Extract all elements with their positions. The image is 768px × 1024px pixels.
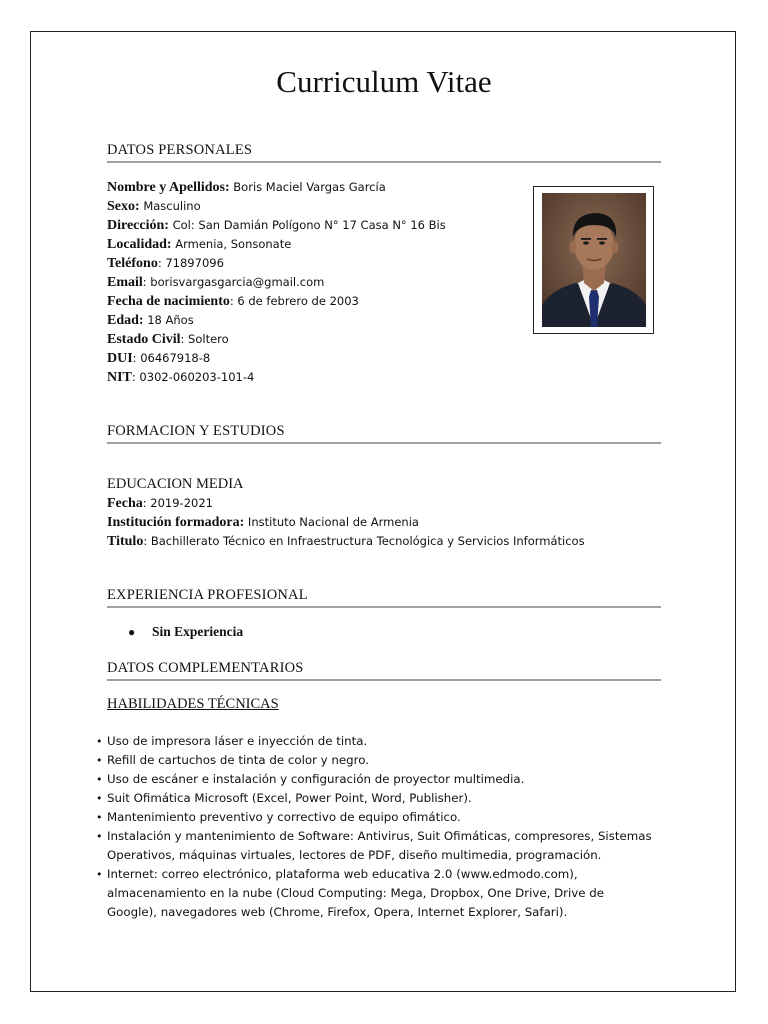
personal-row-email <box>107 273 324 292</box>
field-value: : 06467918-8 <box>132 351 211 365</box>
skill-text: Uso de impresora láser e inyección de tinta. <box>107 734 368 748</box>
bullet-icon: • <box>96 735 103 748</box>
portrait-image <box>542 193 646 327</box>
field-value: Masculino <box>139 199 201 213</box>
bullet-icon: • <box>96 754 103 767</box>
field-label: NIT <box>107 370 132 385</box>
bullet-icon: • <box>96 792 103 805</box>
personal-row-birthdate <box>107 292 359 311</box>
skill-text: Instalación y mantenimiento de Software: Antivirus, Suit Ofimáticas, compresores, Sistemas Operativos, máquinas virtuales, lectores de PDF, diseño multimedia, programación. <box>107 829 652 862</box>
skill-item <box>96 770 656 789</box>
personal-row-age <box>107 311 194 330</box>
field-value: : 0302-060203-101-4 <box>131 370 255 384</box>
personal-row-phone <box>107 254 224 273</box>
skill-item <box>96 808 656 827</box>
education-row-institution <box>107 513 419 532</box>
field-label: Email <box>107 275 143 290</box>
field-value: : Soltero <box>180 332 229 346</box>
section-heading-experience: EXPERIENCIA PROFESIONAL <box>107 587 661 608</box>
bullet-icon: • <box>96 868 103 881</box>
personal-row-name <box>107 178 386 197</box>
personal-row-dui <box>107 349 210 368</box>
skill-item <box>96 827 656 865</box>
section-heading-education: FORMACION Y ESTUDIOS <box>107 423 661 444</box>
experience-item <box>128 624 243 640</box>
bullet-icon: • <box>96 830 103 843</box>
skill-text: Suit Ofimática Microsoft (Excel, Power Point, Word, Publisher). <box>107 791 472 805</box>
field-value: Boris Maciel Vargas García <box>229 180 386 194</box>
personal-row-locality <box>107 235 291 254</box>
skills-heading: HABILIDADES TÉCNICAS <box>107 696 279 712</box>
field-value: : 71897096 <box>157 256 224 270</box>
field-label: Dirección: <box>107 218 169 233</box>
field-label: Teléfono <box>107 256 158 271</box>
field-value: : 2019-2021 <box>142 496 213 510</box>
skill-text: Uso de escáner e instalación y configuración de proyector multimedia. <box>107 772 525 786</box>
field-label: Estado Civil <box>107 332 181 347</box>
field-label: DUI <box>107 351 133 366</box>
personal-row-nit <box>107 368 254 387</box>
bullet-icon: • <box>96 811 103 824</box>
section-heading-complementary: DATOS COMPLEMENTARIOS <box>107 660 661 681</box>
skill-text: Mantenimiento preventivo y correctivo de equipo ofimático. <box>107 810 461 824</box>
skill-text: Internet: correo electrónico, plataforma web educativa 2.0 (www.edmodo.com), almacenamiento en la nube (Cloud Computing: Mega, Dropbox, One Drive, Drive de Google), navegadores web (Chrome, Firefox, Opera, Internet Explorer, Safari). <box>107 867 605 919</box>
field-label: Sexo: <box>107 199 140 214</box>
page-title: Curriculum Vitae <box>276 64 492 99</box>
personal-row-sex <box>107 197 201 216</box>
field-value: : 6 de febrero de 2003 <box>229 294 359 308</box>
education-level: EDUCACION MEDIA <box>107 476 244 492</box>
skill-item <box>96 789 656 808</box>
bullet-icon: ● <box>128 625 136 639</box>
section-heading-personal: DATOS PERSONALES <box>107 142 661 163</box>
field-label: Institución formadora: <box>107 515 245 530</box>
education-row-date <box>107 494 213 513</box>
field-value: Col: San Damián Polígono N° 17 Casa N° 16 Bis <box>168 218 446 232</box>
personal-row-civil-status <box>107 330 229 349</box>
field-value: Armenia, Sonsonate <box>171 237 292 251</box>
skill-item <box>96 751 656 770</box>
field-label: Titulo <box>107 534 144 549</box>
field-value: Instituto Nacional de Armenia <box>244 515 419 529</box>
bullet-icon: • <box>96 773 103 786</box>
field-label: Fecha de nacimiento <box>107 294 230 309</box>
skill-item <box>96 865 656 922</box>
education-row-degree <box>107 532 585 551</box>
field-label: Nombre y Apellidos: <box>107 180 230 195</box>
skills-list <box>96 732 656 922</box>
profile-photo <box>533 186 654 334</box>
personal-row-address <box>107 216 446 235</box>
skill-text: Refill de cartuchos de tinta de color y negro. <box>107 753 369 767</box>
experience-item-text: Sin Experiencia <box>152 624 244 639</box>
field-value: : borisvargasgarcia@gmail.com <box>142 275 325 289</box>
skill-item <box>96 732 656 751</box>
field-value: 18 Años <box>143 313 194 327</box>
field-label: Localidad: <box>107 237 172 252</box>
field-label: Fecha <box>107 496 143 511</box>
field-value: : Bachillerato Técnico en Infraestructura Tecnológica y Servicios Informáticos <box>143 534 585 548</box>
field-label: Edad: <box>107 313 144 328</box>
